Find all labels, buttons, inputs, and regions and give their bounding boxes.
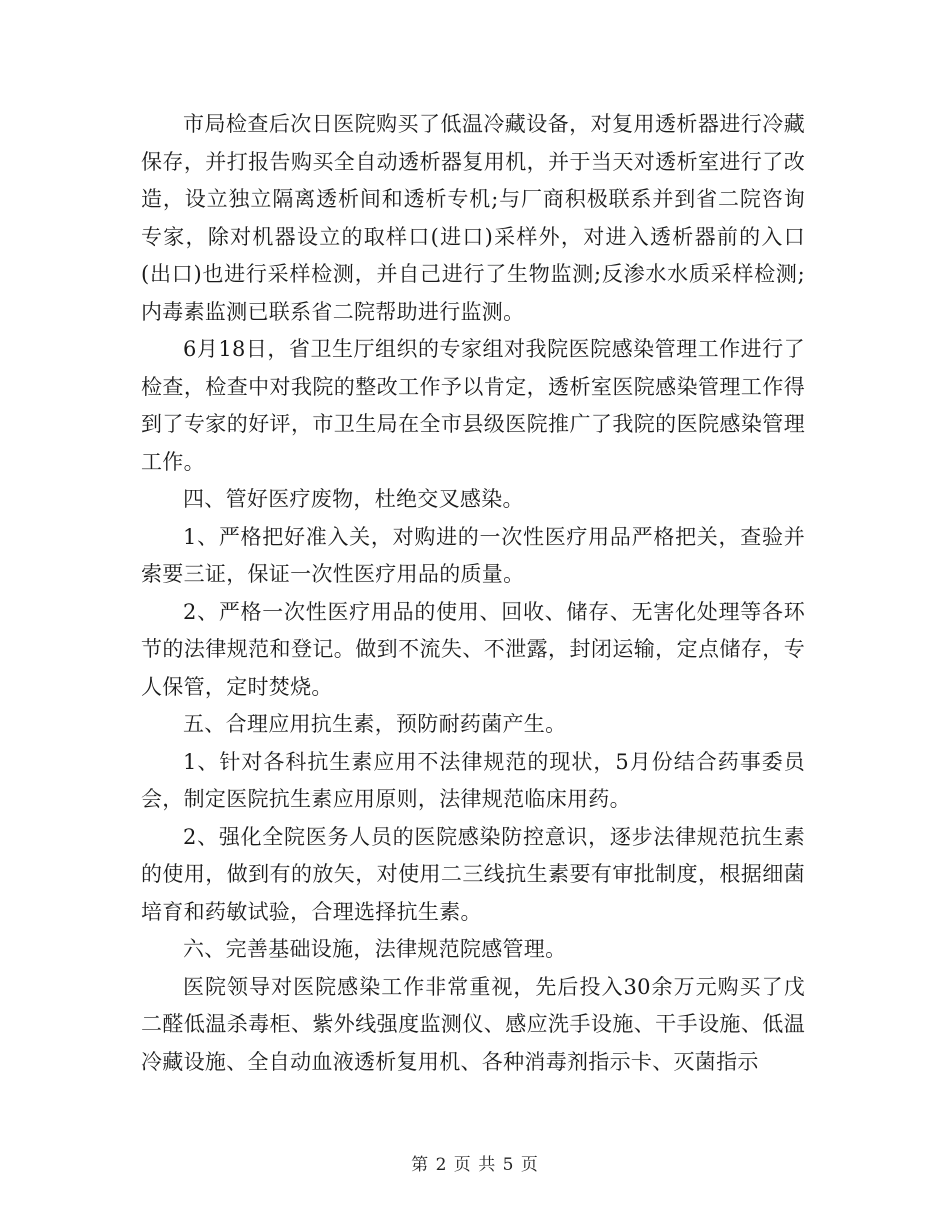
paragraph-infrastructure-investment: 医院领导对医院感染工作非常重视，先后投入30余万元购买了戊二醛低温杀毒柜、紫外线强度监测仪、感应洗手设施、干手设施、低温冷藏设施、全自动血液透析复用机、各种消毒剂指示卡、灭菌指示: [141, 974, 805, 1074]
heading-infrastructure: 六、完善基础设施，法律规范院感管理。: [183, 937, 567, 961]
paragraph-dialysis-rectification: 市局检查后次日医院购买了低温冷藏设备，对复用透析器进行冷藏保存，并打报告购买全自动透析器复用机，并于当天对透析室进行了改造，设立独立隔离透析间和透析专机;与厂商积极联系并到省二院咨询专家，除对机器设立的取样口(进口)采样外，对进入透析器前的入口(出口)也进行采样检测，并自己进行了生物监测;反渗水水质采样检测;内毒素监测已联系省二院帮助进行监测。: [141, 112, 805, 324]
document-body: [141, 106, 805, 1081]
paragraph-expert-inspection: 6月18日，省卫生厅组织的专家组对我院医院感染管理工作进行了检查，检查中对我院的整改工作予以肯定，透析室医院感染管理工作得到了专家的好评，市卫生局在全市县级医院推广了我院的医院感染管理工作。: [141, 337, 805, 474]
paragraph-antibiotics-item-1: 1、针对各科抗生素应用不法律规范的现状，5月份结合药事委员会，制定医院抗生素应用原则，法律规范临床用药。: [141, 749, 805, 811]
page-number-footer: 第 2 页 共 5 页: [411, 1155, 539, 1175]
paragraph-waste-item-1: 1、严格把好准入关，对购进的一次性医疗用品严格把关，查验并索要三证，保证一次性医疗用品的质量。: [141, 524, 805, 586]
heading-medical-waste: 四、管好医疗废物，杜绝交叉感染。: [183, 487, 524, 511]
paragraph-antibiotics-item-2: 2、强化全院医务人员的医院感染防控意识，逐步法律规范抗生素的使用，做到有的放矢，对使用二三线抗生素要有审批制度，根据细菌培育和药敏试验，合理选择抗生素。: [141, 824, 805, 924]
heading-antibiotics: 五、合理应用抗生素，预防耐药菌产生。: [183, 712, 567, 736]
paragraph-waste-item-2: 2、严格一次性医疗用品的使用、回收、储存、无害化处理等各环节的法律规范和登记。做到不流失、不泄露，封闭运输，定点储存，专人保管，定时焚烧。: [141, 599, 805, 699]
